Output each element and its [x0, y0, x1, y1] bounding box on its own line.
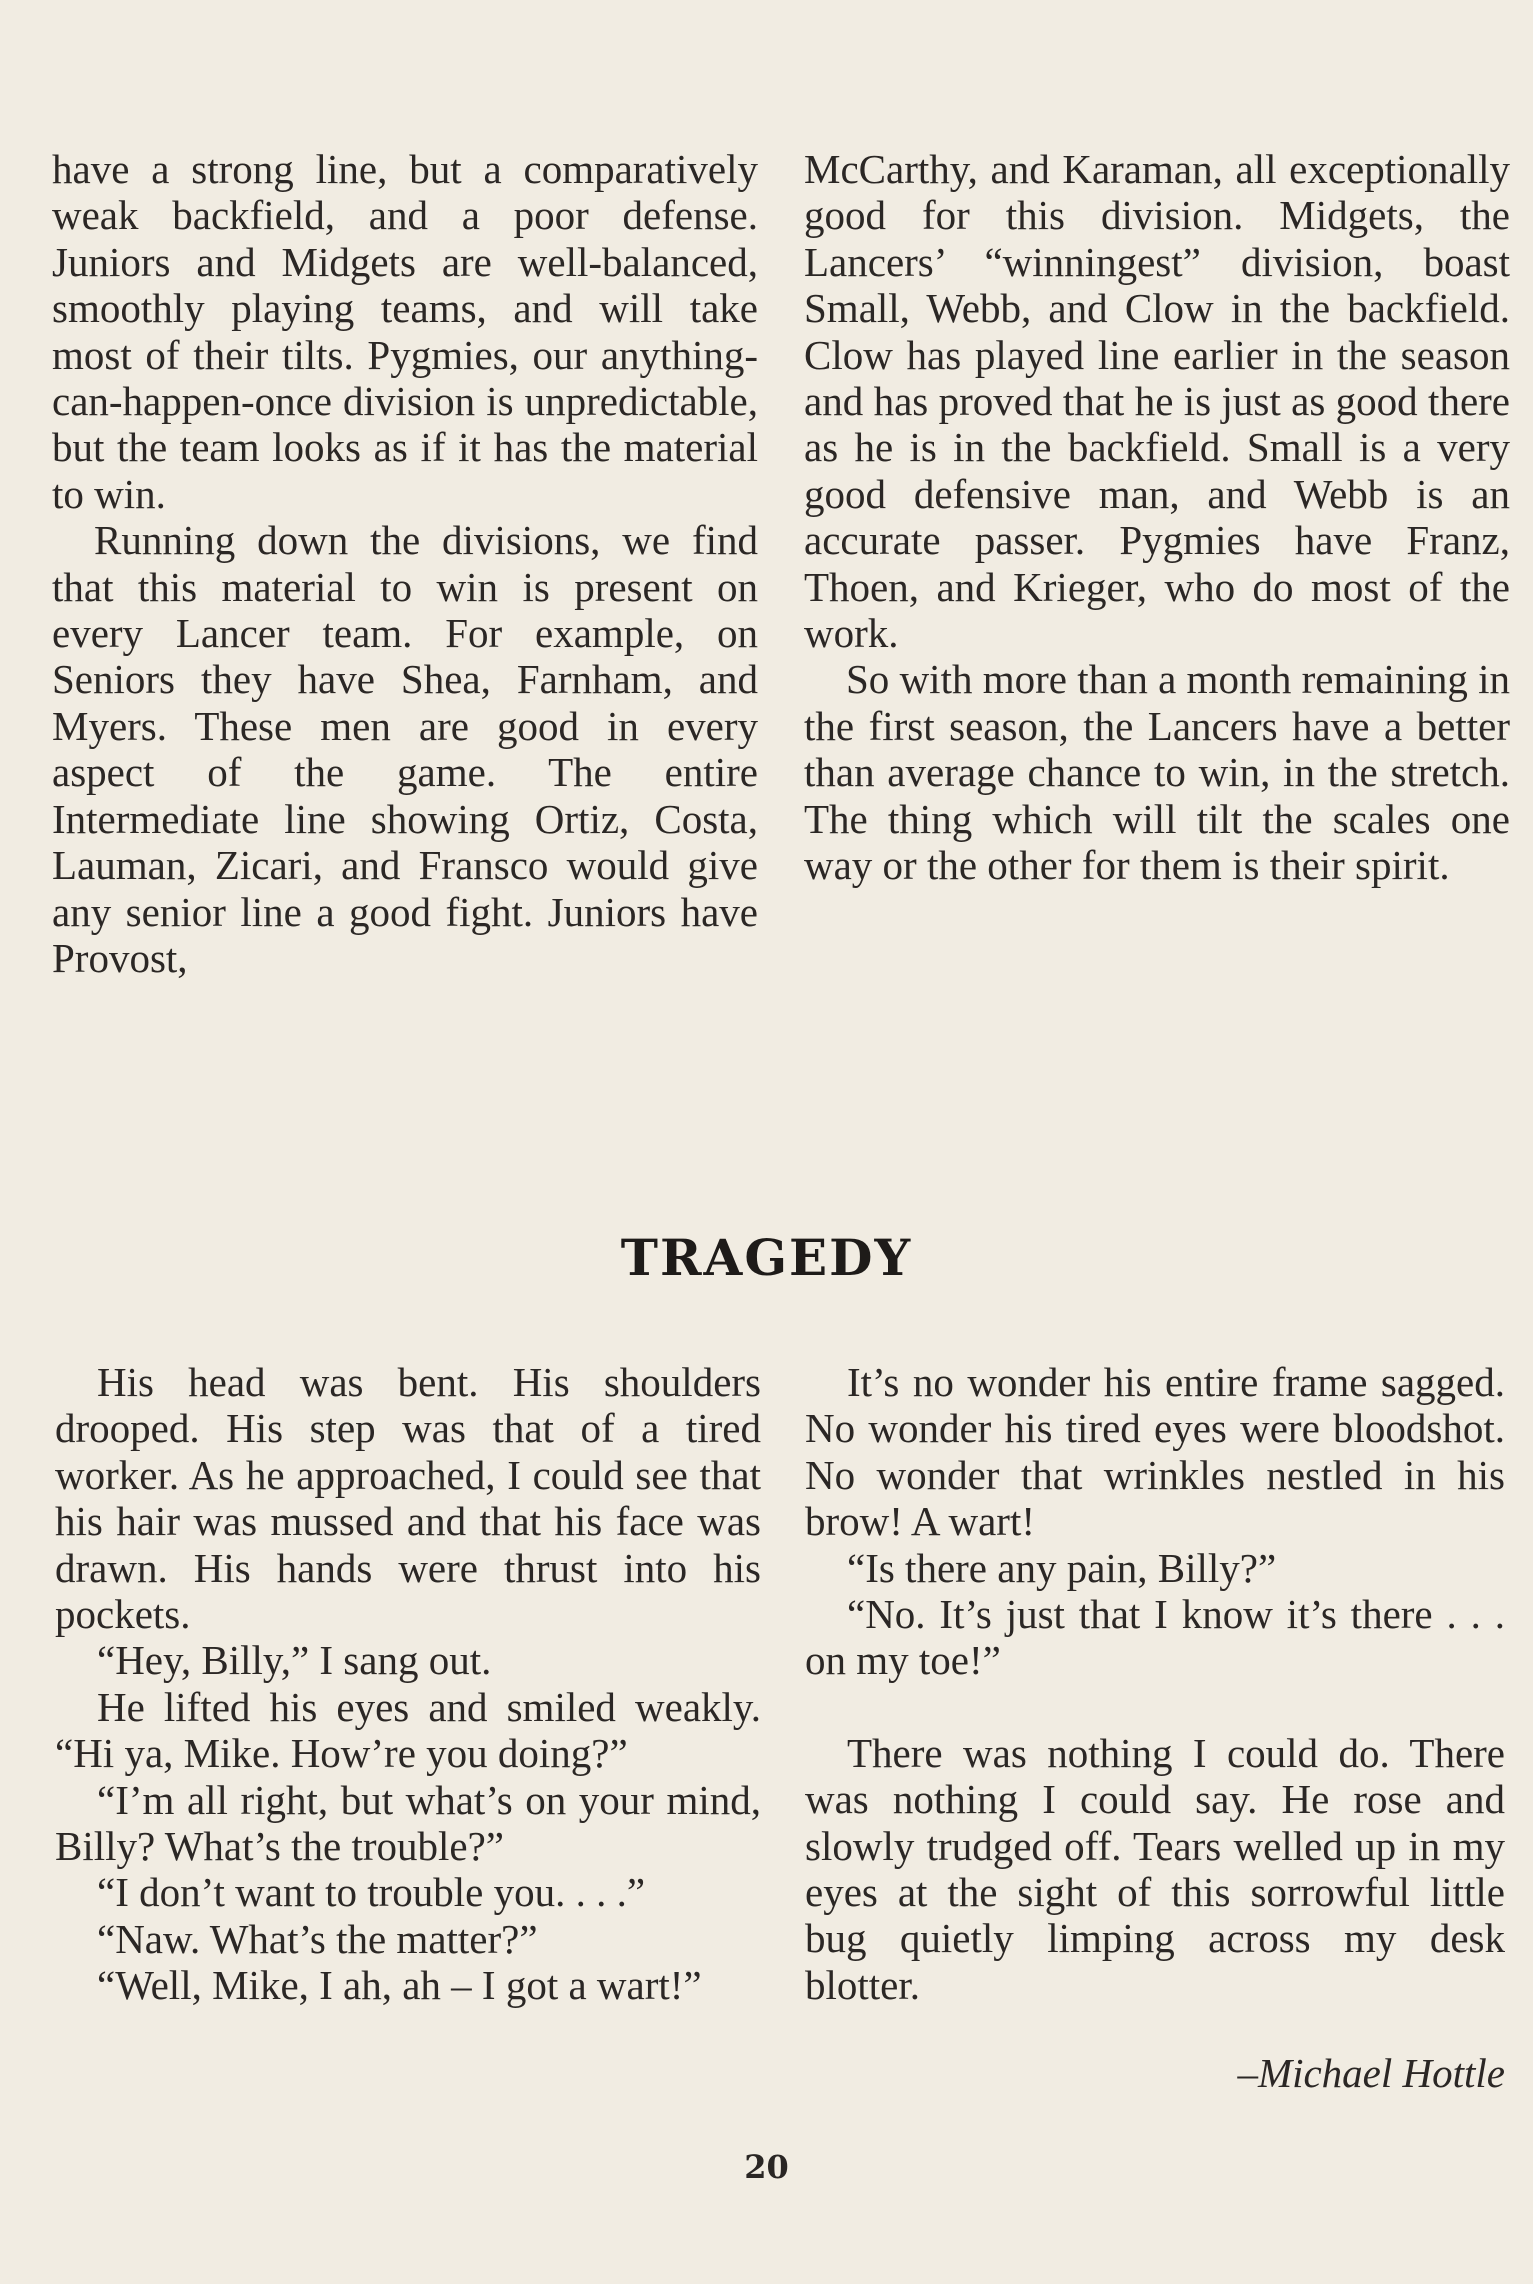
paragraph: It’s no wonder his entire frame sagged. No wonder his tired eyes were bloodshot. No wonder that wrinkles nestled in his brow! A wart!: [805, 1359, 1505, 1545]
paragraph: He lifted his eyes and smiled weakly. “Hi ya, Mike. How’re you doing?”: [55, 1683, 761, 1777]
paragraph: “I’m all right, but what’s on your mind, Billy? What’s the trouble?”: [55, 1776, 761, 1870]
paragraph: McCarthy, and Karaman, all exceptionally good for this division. Midgets, the Lancers’ “winningest” division, boast Small, Webb, and Clow in the backfield. Clow has played line earlier in the season and has proved that he is just as good there as he is in the backfield. Small is a very good defensive man, and Webb is an accurate passer. Pygmies have Franz, Thoen, and Krieger, who do most of the work.: [804, 146, 1510, 657]
story-title: TRAGEDY: [620, 1228, 913, 1287]
page-number: 20: [744, 2148, 789, 2186]
paragraph: “Is there any pain, Billy?”: [847, 1544, 1277, 1591]
article-column-left: [52, 146, 758, 981]
paragraph: So with more than a month remaining in the first season, the Lancers have a better than average chance to win, in the stretch. The thing which will tilt the scales one way or the other for them is their spirit.: [804, 656, 1510, 889]
paragraph: “I don’t want to trouble you. . . .”: [97, 1869, 646, 1916]
story-column-right: [805, 1359, 1505, 2097]
paragraph: “Naw. What’s the matter?”: [97, 1915, 538, 1962]
article-column-right: [804, 146, 1510, 889]
paragraph: There was nothing I could do. There was nothing I could say. He rose and slowly trudged off. Tears welled up in my eyes at the sight of this sorrowful little bug quietly limping across my desk blotter.: [805, 1729, 1505, 2008]
paragraph: “Hey, Billy,” I sang out.: [97, 1637, 492, 1684]
story-column-left: [55, 1359, 761, 2009]
author-signature: –Michael Hottle: [1237, 2050, 1505, 2097]
paragraph: “No. It’s just that I know it’s there . . . on my toe!”: [805, 1591, 1505, 1684]
paragraph: His head was bent. His shoulders drooped. His step was that of a tired worker. As he approached, I could see that his hair was mussed and that his face was drawn. His hands were thrust into his pockets.: [55, 1359, 761, 1638]
paragraph: “Well, Mike, I ah, ah – I got a wart!”: [97, 1962, 702, 2009]
paragraph: Running down the divisions, we find that this material to win is present on every Lancer team. For example, on Seniors they have Shea, Farnham, and Myers. These men are good in every aspect of the game. The entire Intermediate line showing Ortiz, Costa, Lauman, Zicari, and Fransco would give any senior line a good fight. Juniors have Provost,: [52, 517, 758, 981]
paragraph: have a strong line, but a comparatively weak backfield, and a poor defense. Juniors and Midgets are well-balanced, smoothly playing teams, and will take most of their tilts. Pygmies, our anything-can-happen-once division is unpredictable, but the team looks as if it has the material to win.: [52, 146, 758, 517]
